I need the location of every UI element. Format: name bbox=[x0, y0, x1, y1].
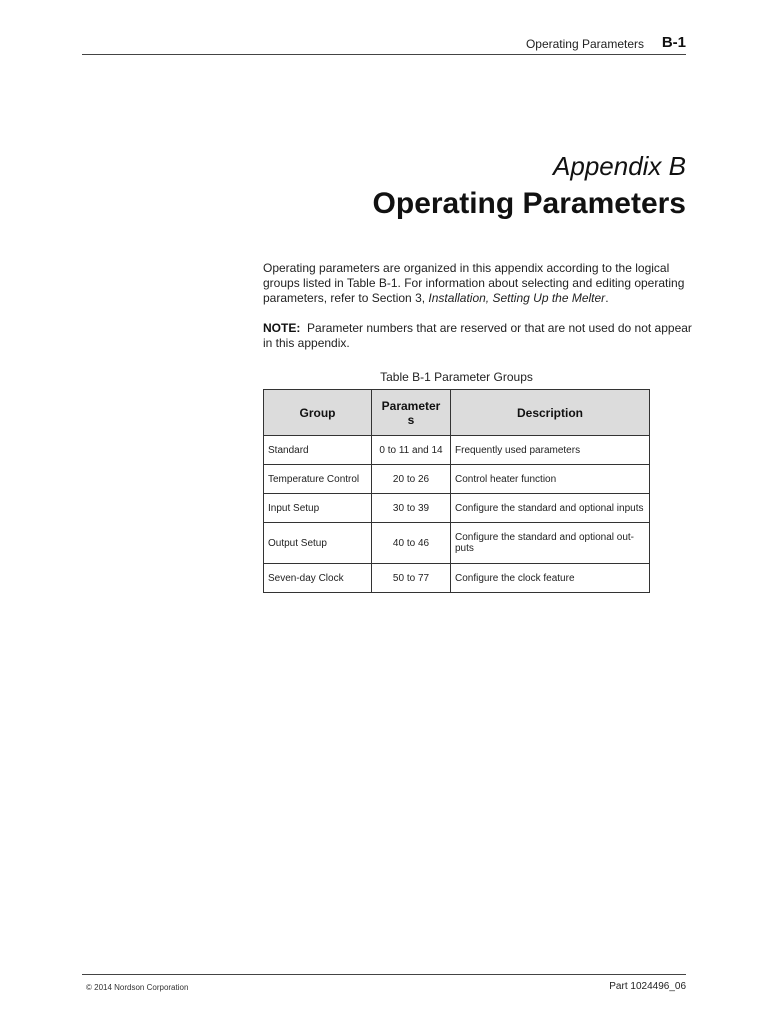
page-title: Operating Parameters bbox=[372, 187, 686, 220]
intro-text: Operating parameters are organized in this appendix according to the logical groups listed in Table B-1. For information about selecting and editing operating parameters, refer to Section 3, bbox=[263, 261, 685, 305]
cell-parameters: 40 to 46 bbox=[372, 523, 451, 564]
cell-description: Configure the standard and optional out- puts bbox=[451, 523, 650, 564]
cell-group: Input Setup bbox=[264, 494, 372, 523]
header-parameters: Parameter s bbox=[372, 390, 451, 436]
table-row bbox=[264, 494, 650, 523]
table-caption: Table B-1 Parameter Groups bbox=[380, 370, 533, 384]
header-section-title: Operating Parameters bbox=[525, 37, 644, 51]
cell-group: Output Setup bbox=[264, 523, 372, 564]
cell-group: Temperature Control bbox=[264, 465, 372, 494]
intro-paragraph bbox=[263, 261, 693, 306]
intro-reference: Installation, Setting Up the Melter bbox=[428, 291, 606, 305]
note-text: Parameter numbers that are reserved or that are not used do not appear in this appendix. bbox=[263, 321, 692, 350]
cell-parameters: 50 to 77 bbox=[372, 564, 451, 593]
header-rule bbox=[82, 54, 686, 55]
note-paragraph bbox=[263, 321, 693, 351]
cell-description: Configure the clock feature bbox=[451, 564, 650, 593]
cell-description: Frequently used parameters bbox=[451, 436, 650, 465]
table-row bbox=[264, 436, 650, 465]
appendix-label: Appendix B bbox=[553, 151, 686, 181]
table-row bbox=[264, 564, 650, 593]
table-row bbox=[264, 523, 650, 564]
cell-parameters: 20 to 26 bbox=[372, 465, 451, 494]
header-description: Description bbox=[451, 390, 650, 436]
table-header-row bbox=[264, 390, 650, 436]
footer-rule bbox=[82, 974, 686, 975]
table-row bbox=[264, 465, 650, 494]
note-label: NOTE: bbox=[263, 321, 301, 335]
intro-end: . bbox=[605, 291, 609, 305]
cell-parameters: 30 to 39 bbox=[372, 494, 451, 523]
header-page-number: B-1 bbox=[661, 34, 686, 51]
cell-parameters: 0 to 11 and 14 bbox=[372, 436, 451, 465]
parameter-groups-table bbox=[263, 389, 650, 593]
cell-description: Control heater function bbox=[451, 465, 650, 494]
footer-copyright: © 2014 Nordson Corporation bbox=[86, 983, 189, 992]
header-group: Group bbox=[264, 390, 372, 436]
cell-group: Seven-day Clock bbox=[264, 564, 372, 593]
cell-description: Configure the standard and optional inputs bbox=[451, 494, 650, 523]
cell-group: Standard bbox=[264, 436, 372, 465]
footer-part-number: Part 1024496_06 bbox=[609, 981, 686, 992]
